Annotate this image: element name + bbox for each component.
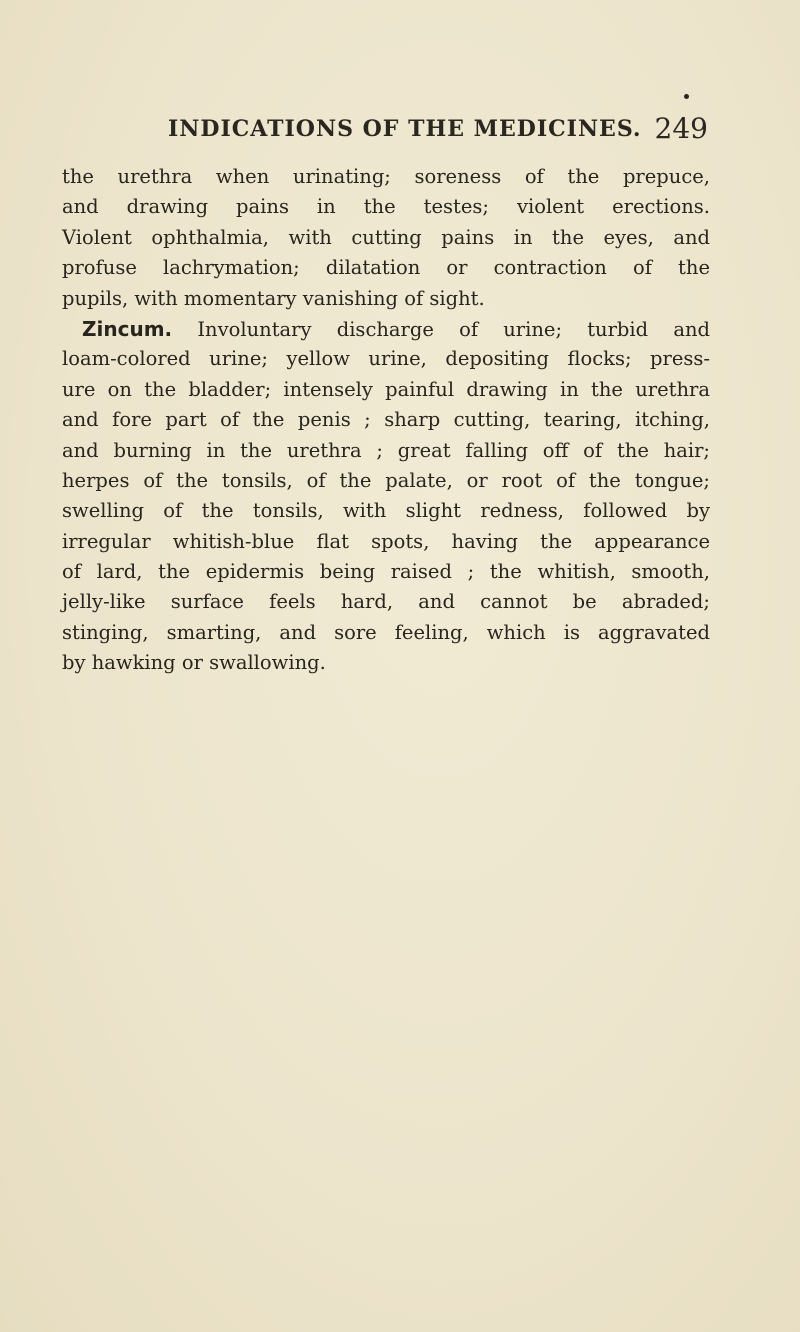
text-line: ure on the bladder; intensely painful drawing in the urethra	[62, 377, 710, 401]
text-line: profuse lachrymation; dilatation or contraction of the	[62, 256, 710, 280]
remedy-name-zincum: Zincum.	[82, 316, 173, 341]
running-head-title: INDICATIONS OF THE MEDICINES.	[168, 116, 642, 142]
page-number: 249	[654, 112, 708, 145]
text-line: loam-colored urine; yellow urine, depositing flocks; press-	[62, 347, 710, 371]
text-line: and drawing pains in the testes; violent erections.	[62, 195, 710, 219]
zincum-first-line-text: Involuntary discharge of urine; turbid and	[197, 317, 711, 341]
text-line: and fore part of the penis ; sharp cutting, tearing, itching,	[62, 408, 710, 432]
text-line: of lard, the epidermis being raised ; the whitish, smooth,	[62, 560, 710, 584]
text-line: and burning in the urethra ; great falling off of the hair;	[62, 438, 710, 462]
running-head	[168, 112, 708, 146]
text-line: swelling of the tonsils, with slight redness, followed by	[62, 499, 710, 523]
zincum-first-line	[62, 314, 710, 344]
text-line: herpes of the tonsils, of the palate, or root of the tongue;	[62, 468, 710, 492]
text-line: the urethra when urinating; soreness of the prepuce,	[62, 165, 710, 188]
text-line: by hawking or swallowing.	[62, 651, 326, 675]
text-line: stinging, smarting, and sore feeling, which is aggravated	[62, 620, 710, 644]
printer-mark	[684, 94, 689, 99]
text-line: jelly-like surface feels hard, and cannot be abraded;	[62, 590, 710, 614]
body-text	[62, 162, 710, 679]
text-line: irregular whitish-blue flat spots, having the appearance	[62, 529, 710, 553]
text-line: pupils, with momentary vanishing of sight.	[62, 286, 485, 310]
text-line: Violent ophthalmia, with cutting pains in the eyes, and	[62, 225, 710, 249]
